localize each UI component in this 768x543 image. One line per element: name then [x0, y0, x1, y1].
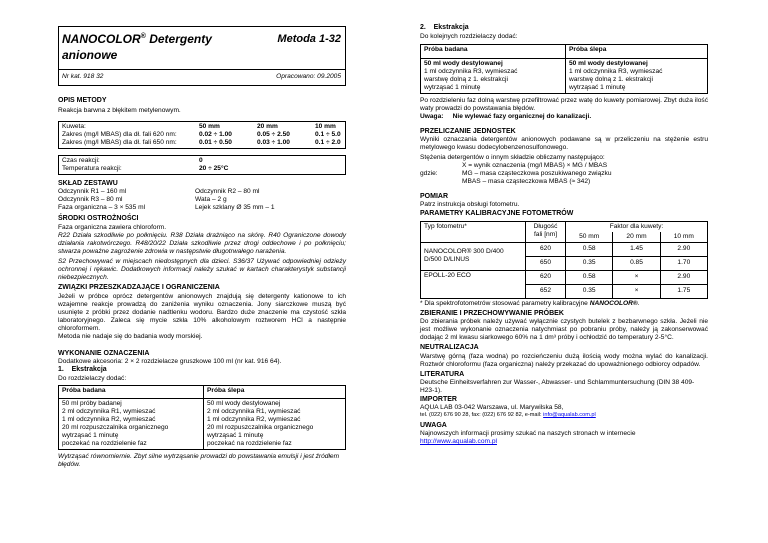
col-header-factor: Faktor dla kuwety: [566, 221, 708, 232]
footnote-end: . [637, 299, 640, 307]
step-line: 1 ml odczynnika R2, wymieszać [62, 416, 156, 423]
section-uwagi-title: UWAGA [420, 421, 447, 429]
step1-instruction: Do rozdzielaczy dodać: [58, 374, 127, 382]
step-line: 20 ml rozpuszczalnika organicznego [207, 424, 314, 432]
product-title [62, 32, 212, 47]
reaction-time-value: 0 [199, 156, 203, 164]
przel-p1: Wyniki oznaczania detergentów anionowych podawane są w przeliczeniu na stężenie estru metylowego kwasu dodecylobenzenosulfonowego. [420, 136, 708, 152]
table-header: Próba badana [421, 44, 566, 58]
step1-title: Ekstrakcja [71, 366, 107, 374]
shake-note: Wytrząsać równomiernie. Zbyt silne wytrząsanie prowadzi do powstawania emulsji i jest źródłem błędów. [58, 453, 340, 469]
sample-steps [59, 398, 204, 449]
section-param-title: PARAMETRY KALIBRACYJNE FOTOMETRÓW [420, 210, 574, 218]
catalog-number: Nr kat. 918 32 [62, 73, 104, 80]
step2-heading [420, 24, 708, 33]
srodki-p2: R22 Działa szkodliwie po połknięciu. R38 Działa drażniąco na skórę. R40 Ograniczone dowody działania rakotwórczego. R48/20/22 Działa szkodliwie przez drogi oddechowe i po połknięciu; stwarza poważne zagrożenie zdrowia w następstwie długotrwałego narażenia. [58, 231, 346, 255]
extraction1-table [58, 385, 346, 450]
spacer [420, 162, 462, 170]
warning-line [420, 113, 708, 121]
step2-number: 2. [420, 24, 426, 31]
importer-contact [420, 412, 708, 419]
calibration-footnote [420, 300, 708, 308]
cuvette-10mm: 10 mm [315, 122, 336, 130]
step2-title: Ekstrakcja [433, 24, 469, 31]
kit-item: Faza organiczna – 3 × 535 ml [58, 204, 146, 212]
step-line: poczekać na rozdzielenie faz [62, 440, 147, 448]
left-column [58, 26, 346, 469]
step-line: 2 ml odczynnika R1, wymieszać [62, 407, 156, 415]
product-name: Detergenty [149, 32, 212, 46]
range-650-label: Zakres (mg/l MBAS) dla dł. fali 650 nm: [62, 138, 177, 146]
section-sklad-title: SKŁAD ZESTAWU [58, 179, 118, 187]
warning-text: Nie wylewać fazy organicznej do kanalizacji. [452, 112, 592, 120]
col-header-type: Typ fotometru* [421, 221, 526, 242]
step-line: 20 ml rozpuszczalnika organicznego [62, 424, 169, 432]
mg-definition: MG – masa cząsteczkowa poszukiwanego związku [462, 170, 612, 178]
cuvette-label: Kuweta: [62, 122, 86, 130]
table-cell: 620 [526, 270, 566, 284]
sample-steps [421, 58, 566, 93]
reaction-temp-value: 20 ÷ 25°C [199, 164, 229, 172]
range-620-50: 0.02 ÷ 1.00 [199, 130, 232, 138]
device-nanocolor: NANOCOLOR® 300 D/400 D/500 D/LINUS [421, 242, 526, 270]
step1-heading [58, 366, 346, 375]
step-line: warstwę dolną z 1. ekstrakcji [424, 75, 508, 83]
mbas-definition: MBAS – masa cząsteczkowa MBAS (≈ 342) [462, 178, 591, 186]
col-header-20: 20 mm [613, 232, 660, 243]
neutr-text: Warstwę górną (faza wodna) po rozcieńczeniu dużą ilością wody można wylać do kanalizacji. Roztwór chloroformu (faza organiczna) należy przekazać do upoważnionego odbiorcy odpadów. [420, 352, 708, 368]
device-epoll: EPOLL-20 ECO [421, 270, 526, 298]
step1-number: 1. [58, 366, 64, 374]
reaction-temp-label: Temperatura reakcji: [62, 164, 122, 172]
step-line: 50 ml wody destylowanej [207, 399, 281, 407]
range-620-label: Zakres (mg/l MBAS) dla dł. fali 620 nm: [62, 130, 177, 138]
step-line: 50 ml wody destylowanej [424, 59, 503, 67]
wavelength-header-l2: fali [nm] [533, 230, 558, 238]
pomiar-text: Patrz instrukcja obsługi fotometru. [420, 201, 520, 209]
warning-label: Uwaga: [420, 112, 444, 120]
step-line: wytrząsać 1 minutę [569, 83, 626, 91]
srodki-p3: S2 Przechowywać w miejscach niedostępnych dla dzieci. S36/37 Używać odpowiedniej odzieży ochronnej i rękawic. Dodatkowych informacji należy szukać w kartach charakterystyk substancji niebezpiecznych. [58, 258, 346, 282]
table-cell: 620 [526, 242, 566, 256]
table-cell: 1.75 [660, 284, 707, 298]
right-column [420, 24, 708, 446]
section-opis-text: Reakcja barwna z błękitem metylenowym. [58, 106, 181, 114]
step-line: 50 ml próby badanej [62, 399, 122, 407]
kit-item: Wata – 2 g [195, 196, 227, 204]
section-neutr-title: NEUTRALIZACJA [420, 344, 479, 352]
footnote-brand: NANOCOLOR® [589, 299, 638, 307]
step-line: wytrząsać 1 minutę [207, 432, 264, 440]
table-header: Próba ślepa [566, 44, 708, 58]
importer-address: AQUA LAB 03-042 Warszawa, ul. Marywilska 58, [420, 404, 564, 412]
cuvette-20mm: 20 mm [257, 122, 278, 130]
importer-phone: tel. (022) 676 90 28, fax: (022) 676 92 82, e-mail: [420, 412, 544, 419]
table-header: Próba ślepa [204, 385, 346, 398]
kit-item: Lejek szklany Ø 35 mm – 1 [195, 204, 275, 212]
step-line: wytrząsać 1 minutę [424, 83, 481, 91]
step-line: wytrząsać 1 minutę [62, 432, 119, 440]
importer-email-link[interactable]: info@aqualab.com.pl [543, 412, 596, 419]
brand-name: NANOCOLOR [62, 32, 141, 46]
lit-text: Deutsche Einheitsverfahren zur Wasser-, Abwasser- und Schlammuntersuchung (DIN 38 409-H23-1). [420, 379, 695, 395]
step-line: 1 ml odczynnika R3, wymieszać [569, 67, 663, 75]
cuvette-range-box [58, 121, 346, 149]
section-srodki-title: ŚRODKI OSTROŻNOŚCI [58, 215, 139, 223]
filter-instruction: Po rozdzieleniu faz dolną warstwę przefiltrować przez watę do kuwety pomiarowej. Zbyt duża ilość waty prowadzi do powstawania błędów. [420, 96, 708, 112]
step-line: 1 ml odczynnika R2, wymieszać [207, 416, 301, 423]
section-zbier-title: ZBIERANIE I PRZECHOWYWANIE PRÓBEK [420, 309, 564, 317]
extraction2-table [420, 44, 708, 94]
kit-item: Odczynnik R2 – 80 ml [195, 188, 260, 196]
section-lit-title: LITERATURA [420, 370, 465, 378]
kit-contents [58, 188, 346, 212]
zwiazki-p2: Metoda nie nadaje się do badania wody morskiej. [58, 332, 203, 340]
step-line: 2 ml odczynnika R1, wymieszać [207, 407, 301, 415]
step-line: 50 ml wody destylowanej [569, 59, 648, 67]
range-620-10: 0.1 ÷ 5.0 [315, 130, 341, 138]
prepared-date: Opracowano: 09.2005 [276, 73, 341, 80]
reaction-box [58, 155, 346, 175]
table-cell: × [613, 284, 660, 298]
srodki-p1: Faza organiczna zawiera chloroform. [58, 223, 167, 231]
range-650-50: 0.01 ÷ 0.50 [199, 138, 232, 146]
step-line: poczekać na rozdzielenie faz [207, 440, 292, 448]
product-subtitle: anionowe [62, 48, 118, 62]
table-cell: 0.58 [566, 242, 613, 256]
spacer [420, 178, 462, 186]
table-cell: 2.90 [660, 270, 707, 284]
col-header-wavelength [526, 221, 566, 242]
table-cell: 0.58 [566, 270, 613, 284]
table-header: Próba badana [59, 385, 204, 398]
przel-p2: Stężenia detergentów o innym składzie obliczamy następująco: [420, 154, 605, 162]
table-cell: 650 [526, 256, 566, 270]
kit-item: Odczynnik R1 – 160 ml [58, 188, 127, 196]
formula-block [420, 162, 708, 186]
step-line: 1 ml odczynnika R3, wymieszać [424, 67, 518, 75]
table-cell: 2.90 [660, 242, 707, 256]
wykon-accessories: Dodatkowe akcesoria: 2 × 2 rozdzielacze gruszkowe 100 ml (nr kat. 916 64). [58, 358, 282, 366]
section-imp-title: IMPORTER [420, 395, 457, 403]
section-zwiazki-title: ZWIĄZKI PRZESZKADZAJĄCE I OGRANICZENIA [58, 284, 220, 292]
step-line: warstwę dolną z 1. ekstrakcji [569, 75, 653, 83]
section-przel-title: PRZELICZANIE JEDNOSTEK [420, 127, 516, 135]
range-620-20: 0.05 ÷ 2.50 [257, 130, 290, 138]
blank-steps [566, 58, 708, 93]
blank-steps [204, 398, 346, 449]
section-opis-title: OPIS METODY [58, 97, 107, 104]
zbier-text: Do zbierania próbek należy używać wyłącznie czystych butelek z bezbarwnego szkła. Jeżeli nie jest możliwe wykonanie oznaczenia natychmiast po pobraniu próby, należy ją zakonserwować dodając 2 ml kwasu siarkowego 60% na 1 dm³ próby i ochłodzić do temperatury 2-5°C. [420, 318, 708, 342]
cuvette-50mm: 50 mm [199, 122, 220, 130]
table-cell: 0.85 [613, 256, 660, 270]
step2-instruction: Do kolejnych rozdzielaczy dodać: [420, 32, 518, 40]
table-cell: 0.35 [566, 256, 613, 270]
registered-mark: ® [140, 33, 146, 40]
where-label: gdzie: [420, 170, 438, 178]
website-link[interactable]: http://www.aqualab.com.pl [420, 438, 497, 446]
table-cell: 1.70 [660, 256, 707, 270]
zwiazki-p1: Jeżeli w próbce oprócz detergentów anionowych znajdują się detergenty kationowe to ich wzajemne reakcje prowadzą do zaniżenia wyniku oznaczenia. Jony siarczkowe muszą być usunięte z próbki przez dodanie nadtlenku wodoru. Bardzo duże znaczenie ma czystość szkła laboratoryjnego. Zaleca się mycie szkła 10% alkoholowym roztworem HCl a następnie chloroformem. [58, 292, 346, 332]
document-header-box [58, 26, 346, 86]
table-cell: 1.45 [613, 242, 660, 256]
formula: X = wynik oznaczenia (mg/l MBAS) × MG / MBAS [462, 162, 608, 170]
table-cell: 652 [526, 284, 566, 298]
method-title: Metoda 1-32 [277, 33, 341, 45]
header-divider [59, 69, 345, 70]
table-cell: × [613, 270, 660, 284]
range-650-20: 0.03 ÷ 1.00 [257, 138, 290, 146]
col-header-10: 10 mm [660, 232, 707, 243]
section-wykon-title: WYKONANIE OZNACZENIA [58, 349, 150, 357]
section-pomiar-title: POMIAR [420, 192, 448, 200]
reaction-time-label: Czas reakcji: [62, 156, 100, 164]
kit-item: Odczynnik R3 – 80 ml [58, 196, 123, 204]
wavelength-header-l1: Długość [533, 222, 558, 230]
calibration-table [420, 221, 708, 299]
table-cell: 0.35 [566, 284, 613, 298]
range-650-10: 0.1 ÷ 2.0 [315, 138, 341, 146]
col-header-50: 50 mm [566, 232, 613, 243]
footnote-text: * Dla spektrofotometrów stosować parametry kalibracyjne [420, 299, 590, 307]
uwagi-text: Najnowszych informacji prosimy szukać na naszych stronach w internecie [420, 430, 636, 438]
